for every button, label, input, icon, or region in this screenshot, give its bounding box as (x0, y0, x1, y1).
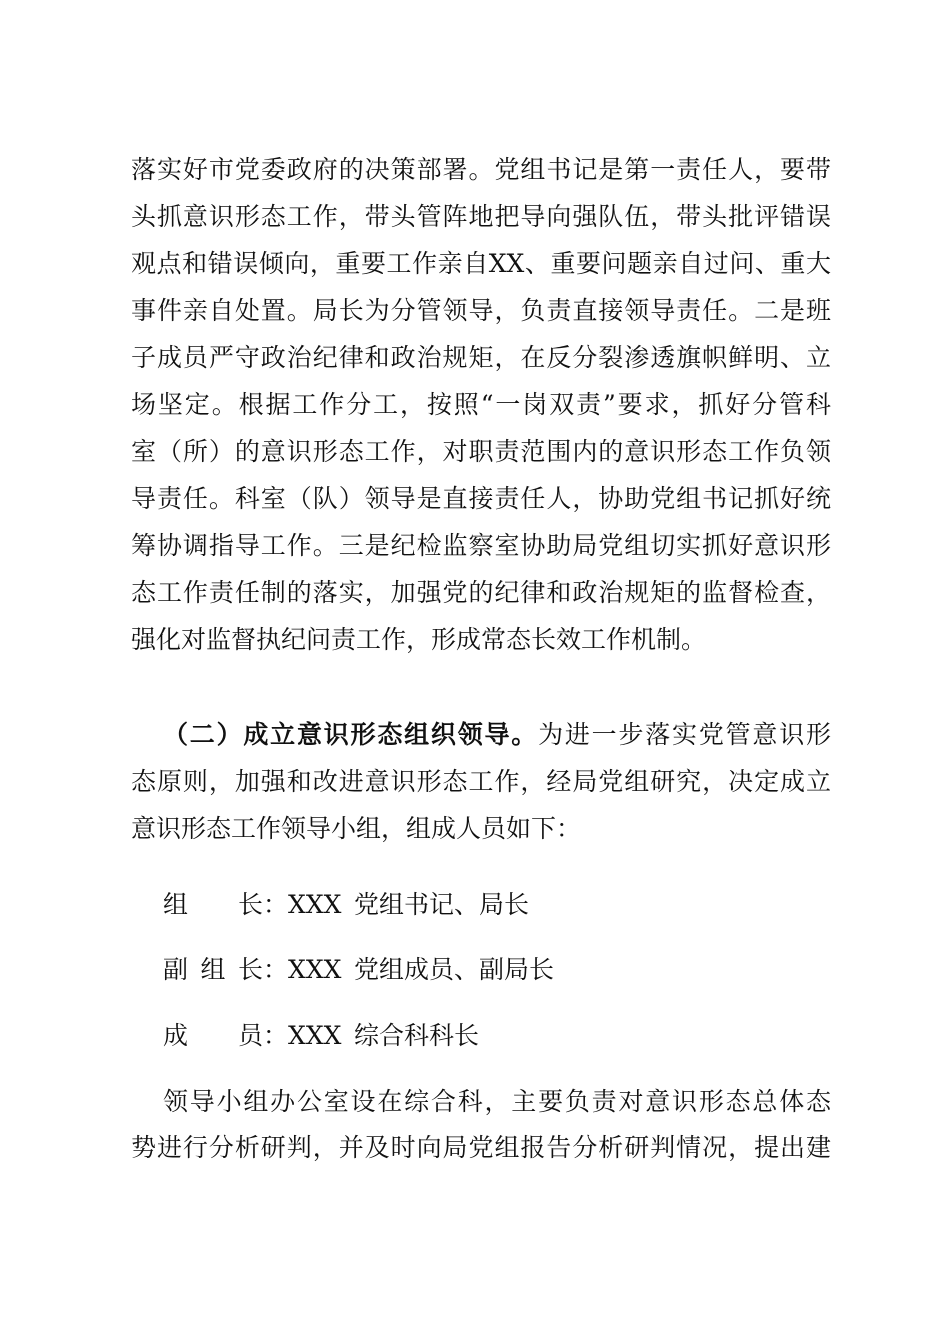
member-title: 综合科科长 (354, 1021, 480, 1050)
paragraph-1-line-6: 场坚定。根据工作分工，按照“一岗双责”要求，抓好分管科 (131, 390, 831, 419)
paragraph-2-line-1-text: 为进一步落实党管意识形 (538, 720, 831, 749)
member-row (163, 1019, 479, 1053)
section-heading: （二）成立意识形态组织领导。 (163, 720, 539, 749)
member-title: 党组成员、副局长 (354, 955, 555, 984)
member-row (163, 953, 554, 987)
paragraph-1-line-9: 筹协调指导工作。三是纪检监察室协助局党组切实抓好意识形 (131, 531, 831, 560)
paragraph-1-line-10: 态工作责任制的落实，加强党的纪律和政治规矩的监督检查， (131, 578, 831, 607)
member-name: XXX (288, 890, 342, 919)
paragraph-2-line-1 (163, 718, 831, 752)
member-separator: ： (263, 1021, 289, 1050)
paragraph-1-line-1: 落实好市党委政府的决策部署。党组书记是第一责任人，要带 (131, 155, 831, 184)
member-role: 副组长 (163, 955, 263, 984)
member-row (163, 888, 529, 922)
paragraph-2-line-2: 态原则，加强和改进意识形态工作，经局党组研究，决定成立 (131, 767, 831, 796)
member-separator: ： (263, 890, 289, 919)
paragraph-3-line-1: 领导小组办公室设在综合科，主要负责对意识形态总体态 (163, 1087, 831, 1116)
paragraph-1-line-8: 导责任。科室（队）领导是直接责任人，协助党组书记抓好统 (131, 484, 831, 513)
paragraph-1-line-11: 强化对监督执纪问责工作，形成常态长效工作机制。 (131, 625, 707, 654)
member-role: 成 员 (163, 1021, 263, 1050)
member-role: 组 长 (163, 890, 263, 919)
paragraph-3-line-2: 势进行分析研判，并及时向局党组报告分析研判情况，提出建 (131, 1133, 831, 1162)
member-separator: ： (263, 955, 289, 984)
member-name: XXX (288, 1021, 342, 1050)
member-title: 党组书记、局长 (354, 890, 530, 919)
paragraph-1-line-2: 头抓意识形态工作，带头管阵地把导向强队伍，带头批评错误 (131, 202, 831, 231)
paragraph-1-line-7: 室（所）的意识形态工作，对职责范围内的意识形态工作负领 (131, 437, 831, 466)
paragraph-1-line-4: 事件亲自处置。局长为分管领导，负责直接领导责任。二是班 (131, 296, 831, 325)
paragraph-2-line-3: 意识形态工作领导小组，组成人员如下： (131, 814, 582, 843)
member-name: XXX (288, 955, 342, 984)
paragraph-1-line-3: 观点和错误倾向，重要工作亲自XX、重要问题亲自过问、重大 (131, 249, 831, 278)
paragraph-1-line-5: 子成员严守政治纪律和政治规矩，在反分裂渗透旗帜鲜明、立 (131, 343, 831, 372)
